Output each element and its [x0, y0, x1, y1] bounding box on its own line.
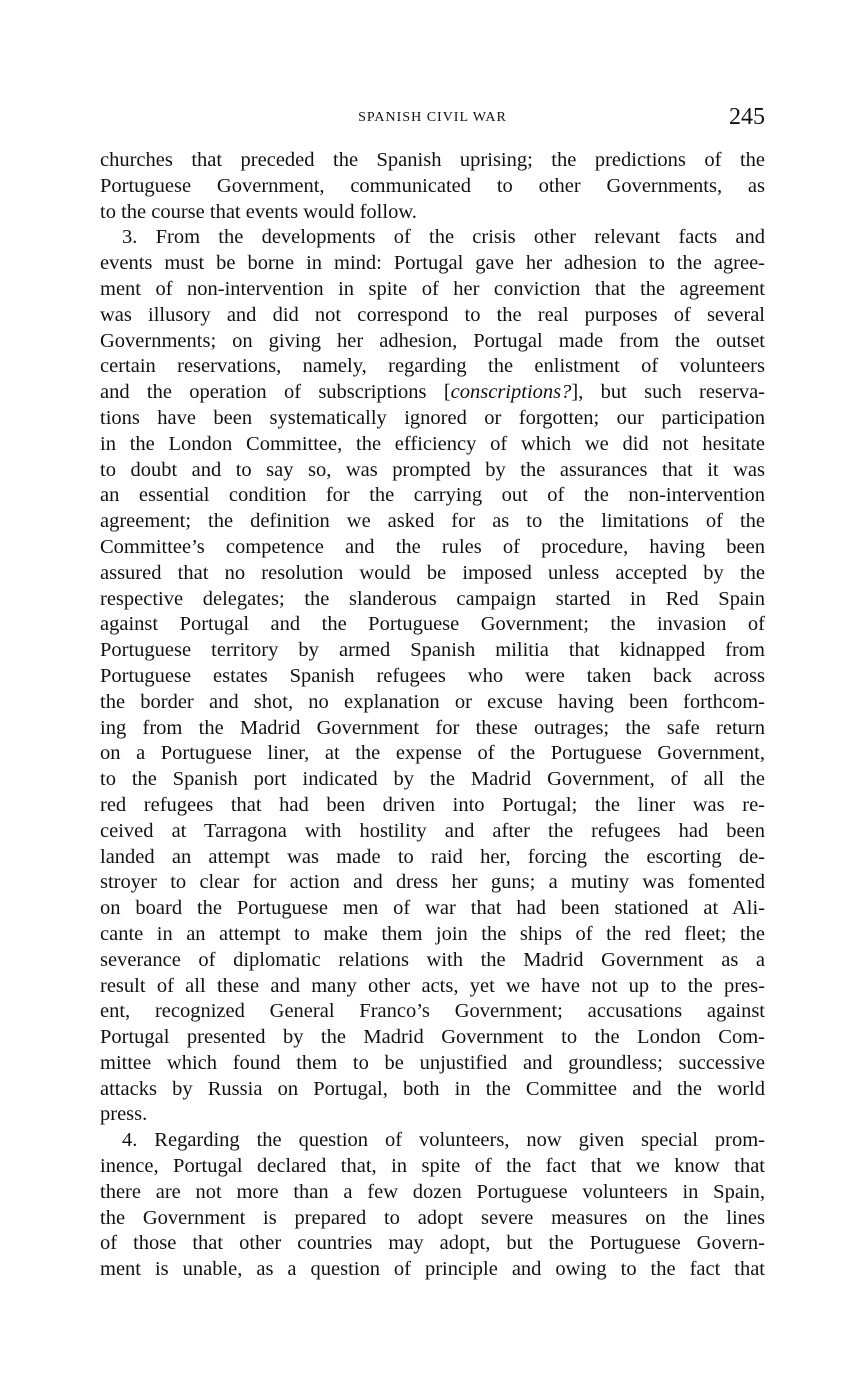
text-line: Portuguese Government, communicated to other Governments, as: [100, 174, 765, 197]
text-line: of those that other countries may adopt, but the Portuguese Govern-: [100, 1232, 765, 1255]
text-line: to doubt and to say so, was prompted by the assurances that it was: [100, 458, 765, 481]
text-line: the border and shot, no explanation or excuse having been forthcom-: [100, 690, 765, 713]
text-line: churches that preceded the Spanish uprising; the predictions of the: [100, 149, 765, 171]
text-line-with-italic: [100, 380, 765, 406]
text-line: assured that no resolution would be imposed unless accepted by the: [100, 561, 765, 584]
text-line: events must be borne in mind: Portugal gave her adhesion to the agree-: [100, 252, 765, 275]
text-line: on a Portuguese liner, at the expense of the Portuguese Government,: [100, 742, 765, 765]
text-line: in the London Committee, the efficiency of which we did not hesitate: [100, 432, 765, 455]
text-line: against Portugal and the Portuguese Government; the invasion of: [100, 613, 765, 636]
text-line: ment of non-intervention in spite of her conviction that the agreement: [100, 277, 765, 300]
text-line: landed an attempt was made to raid her, forcing the escorting de-: [100, 845, 765, 868]
italic-term: conscriptions?: [450, 381, 572, 404]
text-line: Portugal presented by the Madrid Government to the London Com-: [100, 1026, 765, 1049]
text-line: Portuguese territory by armed Spanish militia that kidnapped from: [100, 639, 765, 662]
text-line: red refugees that had been driven into Portugal; the liner was re-: [100, 793, 765, 816]
text-line: severance of diplomatic relations with the Madrid Government as a: [100, 948, 765, 971]
text-line: result of all these and many other acts, yet we have not up to the pres-: [100, 974, 765, 997]
text-line: Portuguese estates Spanish refugees who were taken back across: [100, 664, 765, 687]
body-text: [100, 148, 765, 1283]
text-line: respective delegates; the slanderous campaign started in Red Spain: [100, 587, 765, 610]
text-line: certain reservations, namely, regarding the enlistment of volunteers: [100, 355, 765, 378]
text-segment: ], but such reserva-: [571, 381, 765, 404]
running-head: [100, 104, 765, 134]
text-line: press.: [100, 1103, 148, 1126]
text-line: mittee which found them to be unjustified and groundless; successive: [100, 1051, 765, 1074]
text-line: agreement; the definition we asked for as to the limitations of the: [100, 510, 765, 533]
text-line: ceived at Tarragona with hostility and after the refugees had been: [100, 819, 765, 842]
text-line: ment is unable, as a question of principle and owing to the fact that: [100, 1258, 765, 1281]
text-line: to the course that events would follow.: [100, 200, 417, 223]
page-number: 245: [729, 104, 765, 130]
text-line: was illusory and did not correspond to the real purposes of several: [100, 303, 765, 326]
paragraph-3-start: 3. From the developments of the crisis other relevant facts and: [122, 226, 765, 249]
text-line: Governments; on giving her adhesion, Portugal made from the outset: [100, 329, 765, 352]
text-segment: and the operation of subscriptions [: [100, 381, 451, 404]
text-line: to the Spanish port indicated by the Madrid Government, of all the: [100, 768, 765, 791]
running-title: SPANISH CIVIL WAR: [358, 110, 507, 125]
text-line: on board the Portuguese men of war that had been stationed at Ali-: [100, 897, 765, 920]
paragraph-4-start: 4. Regarding the question of volunteers, now given special prom-: [122, 1129, 765, 1152]
text-line: cante in an attempt to make them join the ships of the red fleet; the: [100, 922, 765, 945]
text-line: the Government is prepared to adopt severe measures on the lines: [100, 1206, 765, 1229]
text-line: Committee’s competence and the rules of procedure, having been: [100, 535, 765, 558]
text-line: an essential condition for the carrying out of the non-intervention: [100, 484, 765, 507]
text-line: there are not more than a few dozen Portuguese volunteers in Spain,: [100, 1180, 765, 1203]
text-line: tions have been systematically ignored or forgotten; our participation: [100, 406, 765, 429]
text-line: ing from the Madrid Government for these outrages; the safe return: [100, 716, 765, 739]
text-line: stroyer to clear for action and dress her guns; a mutiny was fomented: [100, 871, 765, 894]
text-line: inence, Portugal declared that, in spite of the fact that we know that: [100, 1155, 765, 1178]
text-line: ent, recognized General Franco’s Government; accusations against: [100, 1000, 765, 1023]
text-line: attacks by Russia on Portugal, both in the Committee and the world: [100, 1077, 765, 1100]
